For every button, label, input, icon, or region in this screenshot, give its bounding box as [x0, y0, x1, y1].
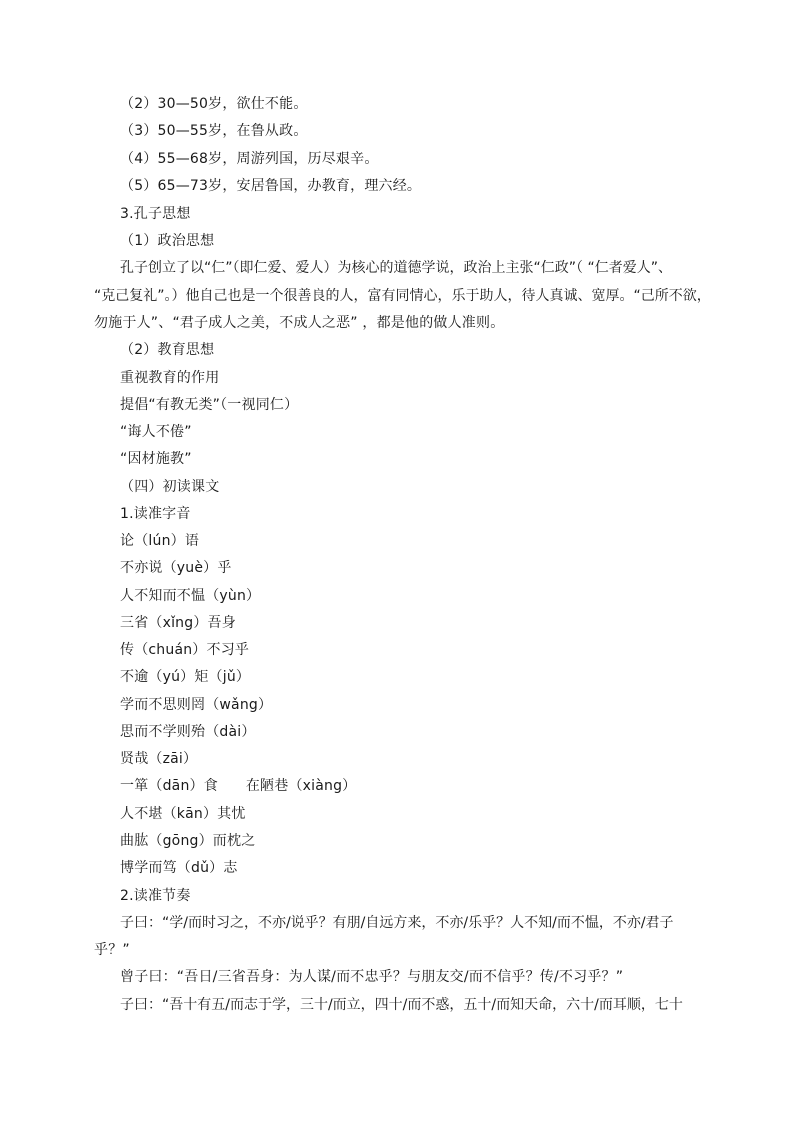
text-line: （4）55—68岁，周游列国，历尽艰辛。 [120, 151, 379, 167]
rhythm-line: 曾子曰：“吾日/三省吾身：为人谋/而不忠乎？与朋友交/而不信乎？传/不习乎？” [120, 969, 624, 985]
section-heading: 2.读准节奏 [120, 888, 191, 904]
text-line: “因材施教” [120, 451, 192, 467]
pronunciation-item: 不逾（yú）矩（jǔ） [120, 669, 251, 685]
paragraph-line: 孔子创立了以“仁”（即仁爱、爱人）为核心的道德学说，政治上主张“仁政”（ “仁者爱人”、 [120, 260, 672, 276]
section-heading: 3.孔子思想 [120, 206, 191, 222]
text-line: 提倡“有教无类”（一视同仁） [120, 397, 299, 413]
paragraph-line: 勿施于人”、“君子成人之美，不成人之恶” ，都是他的做人准则。 [94, 315, 505, 331]
rhythm-line: 子曰：“吾十有五/而志于学，三十/而立，四十/而不惑，五十/而知天命，六十/而耳顺，七十 [120, 997, 683, 1013]
pronunciation-item: 传（chuán）不习乎 [120, 642, 250, 658]
text-line: “诲人不倦” [120, 424, 192, 440]
pronunciation-item: 人不知而不愠（yùn） [120, 588, 261, 604]
subsection-heading: （1）政治思想 [120, 233, 215, 249]
paragraph-line: “克己复礼”。）他自己也是一个很善良的人，富有同情心，乐于助人，待人真诚、宽厚。“己所不欲， [94, 288, 711, 304]
text-line: （5）65—73岁，安居鲁国，办教育，理六经。 [120, 178, 422, 194]
text-line: （2）30—50岁，欲仕不能。 [120, 96, 308, 112]
section-heading: （四）初读课文 [120, 479, 220, 495]
pronunciation-item: 人不堪（kān）其忧 [120, 806, 246, 822]
pronunciation-item: 思而不学则殆（dài） [120, 724, 256, 740]
pronunciation-item: 博学而笃（dǔ）志 [120, 860, 238, 876]
subsection-heading: （2）教育思想 [120, 342, 215, 358]
pronunciation-item: 学而不思则罔（wǎng） [120, 697, 273, 713]
rhythm-line: 乎？” [94, 942, 130, 958]
pronunciation-item: 论（lún）语 [120, 533, 200, 549]
text-line: 重视教育的作用 [120, 370, 220, 386]
pronunciation-item: 三省（xǐng）吾身 [120, 615, 236, 631]
pronunciation-item: 曲肱（gōng）而枕之 [120, 833, 256, 849]
pronunciation-item: 贤哉（zāi） [120, 751, 198, 767]
pronunciation-item: 不亦说（yuè）乎 [120, 560, 232, 576]
rhythm-line: 子曰：“学/而时习之，不亦/说乎？有朋/自远方来，不亦/乐乎？人不知/而不愠，不亦/君子 [120, 915, 674, 931]
text-line: （3）50—55岁，在鲁从政。 [120, 123, 308, 139]
section-heading: 1.读准字音 [120, 506, 191, 522]
pronunciation-item: 一箪（dān）食 在陋巷（xiàng） [120, 778, 357, 794]
